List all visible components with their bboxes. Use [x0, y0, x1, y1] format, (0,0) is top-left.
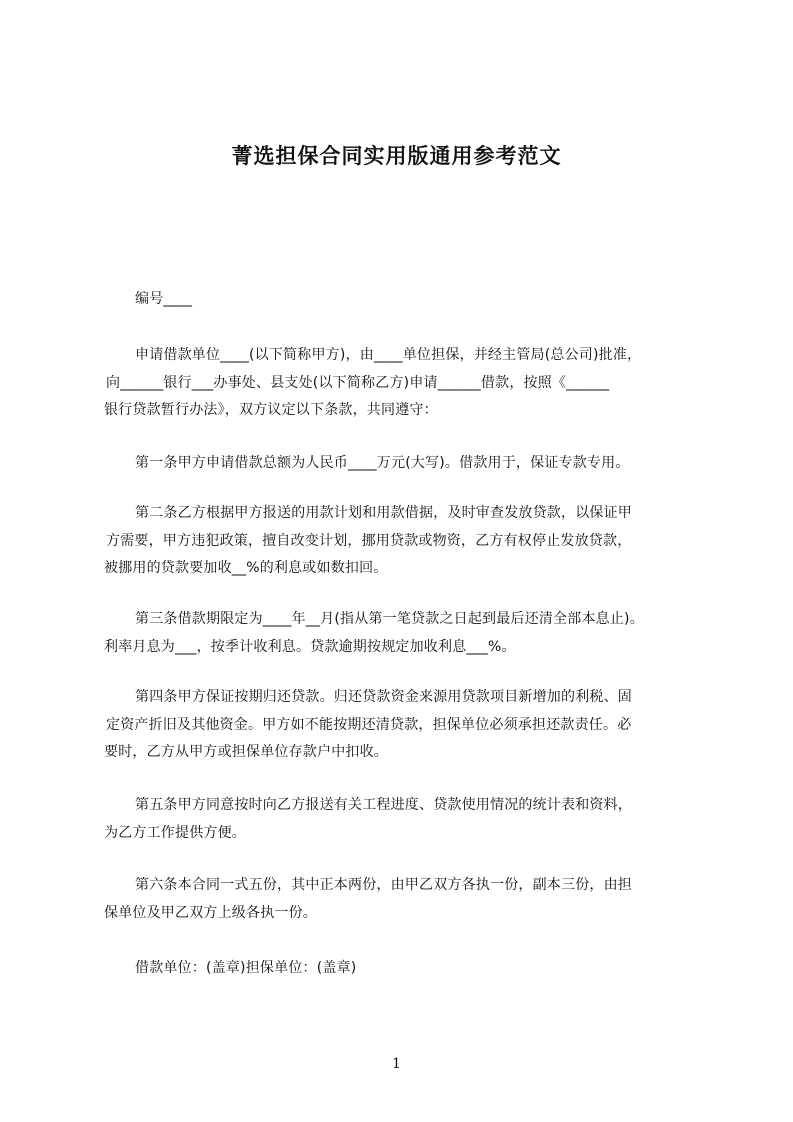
paragraph-line: 第五条甲方同意按时向乙方报送有关工程进度、贷款使用情况的统计表和资料，	[135, 797, 632, 813]
paragraph-line: 方需要，甲方违犯政策，擅自改变计划，挪用贷款或物资，乙方有权停止发放贷款，	[106, 532, 632, 549]
paragraph-line: 为乙方工作提供方便。	[104, 824, 246, 841]
paragraph-line: 保单位及甲乙双方上级各执一份。	[104, 904, 317, 921]
paragraph-article-3	[104, 606, 710, 661]
document-title: 菁选担保合同实用版通用参考范文	[231, 144, 562, 168]
signature-line: 借款单位：(盖章)担保单位：(盖章)	[135, 960, 357, 976]
paragraph-article-4	[104, 684, 710, 767]
paragraph-article-5	[104, 792, 710, 847]
paragraph-line: 申请借款单位____(以下简称甲方)，由____单位担保，并经主管局(总公司)批准，	[135, 347, 642, 363]
paragraph-line: 第一条甲方申请借款总额为人民币____万元(大写)。借款用于，保证专款专用。	[135, 455, 630, 471]
contract-number	[104, 286, 710, 314]
paragraph-article-6	[104, 872, 710, 927]
paragraph-line: 利率月息为___，按季计收利息。贷款逾期按规定加收利息___%。	[104, 638, 516, 655]
paragraph-line: 要时，乙方从甲方或担保单位存款户中扣收。	[104, 744, 388, 760]
paragraph-line: 第六条本合同一式五份，其中正本两份，由甲乙双方各执一份，副本三份，由担	[135, 877, 632, 893]
paragraph-line: 第四条甲方保证按期归还贷款。归还贷款资金来源用贷款项目新增加的利税、固	[135, 689, 632, 705]
paragraph-article-2	[104, 500, 710, 583]
paragraph-intro	[104, 342, 710, 425]
paragraph-line: 银行贷款暂行办法》，双方议定以下条款，共同遵守：	[104, 402, 438, 418]
paragraph-line: 被挪用的贷款要加收__%的利息或如数扣回。	[104, 560, 388, 576]
contract-number-line: 编号____	[135, 291, 193, 307]
paragraph-article-1	[104, 450, 710, 478]
page-number: 1	[392, 1056, 401, 1072]
signature-block	[104, 955, 710, 983]
paragraph-line: 定资产折旧及其他资金。甲方如不能按期还清贷款，担保单位必须承担还款责任。必	[106, 716, 632, 733]
paragraph-line: 向______银行___办事处、县支处(以下简称乙方)申请______借款，按照《______	[106, 374, 610, 391]
paragraph-line: 第二条乙方根据甲方报送的用款计划和用款借据，及时审查发放贷款，以保证甲	[135, 505, 632, 521]
paragraph-line: 第三条借款期限定为____年__月(指从第一笔贷款之日起到最后还清全部本息止)。	[135, 611, 644, 627]
